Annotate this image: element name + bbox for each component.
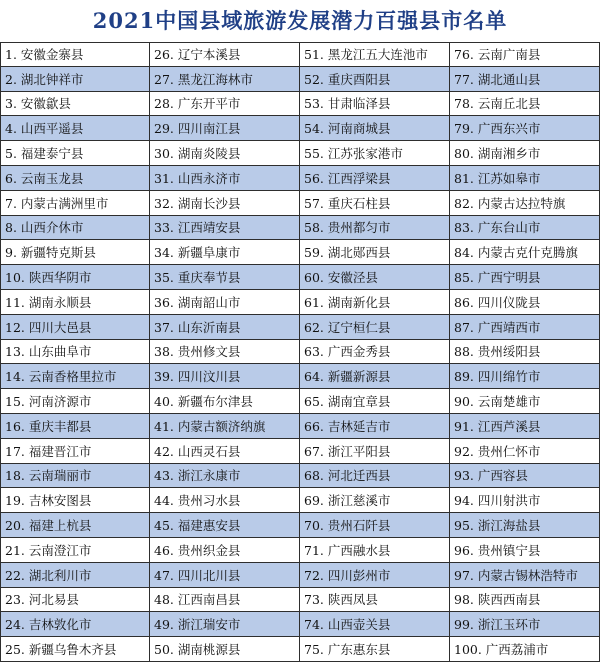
list-item: 21. 云南澄江市 bbox=[0, 538, 150, 563]
list-item: 15. 河南济源市 bbox=[0, 389, 150, 414]
list-item: 86. 四川仪陇县 bbox=[450, 290, 600, 315]
list-item: 54. 河南商城县 bbox=[300, 116, 450, 141]
list-item: 59. 湖北郧西县 bbox=[300, 240, 450, 265]
list-item: 7. 内蒙古满洲里市 bbox=[0, 191, 150, 216]
page-title: 2021中国县域旅游发展潜力百强县市名单 bbox=[92, 8, 508, 33]
list-item: 17. 福建晋江市 bbox=[0, 439, 150, 464]
list-item: 67. 浙江平阳县 bbox=[300, 439, 450, 464]
list-item: 80. 湖南湘乡市 bbox=[450, 141, 600, 166]
list-item: 49. 浙江瑞安市 bbox=[150, 612, 300, 637]
list-item: 64. 新疆新源县 bbox=[300, 364, 450, 389]
list-item: 70. 贵州石阡县 bbox=[300, 513, 450, 538]
list-item: 99. 浙江玉环市 bbox=[450, 612, 600, 637]
list-item: 18. 云南瑞丽市 bbox=[0, 464, 150, 489]
list-item: 30. 湖南炎陵县 bbox=[150, 141, 300, 166]
list-item: 93. 广西容县 bbox=[450, 464, 600, 489]
list-item: 28. 广东开平市 bbox=[150, 92, 300, 117]
list-item: 100. 广西荔浦市 bbox=[450, 637, 600, 662]
list-item: 4. 山西平遥县 bbox=[0, 116, 150, 141]
list-item: 61. 湖南新化县 bbox=[300, 290, 450, 315]
list-item: 39. 四川汶川县 bbox=[150, 364, 300, 389]
list-item: 33. 江西靖安县 bbox=[150, 216, 300, 241]
list-item: 50. 湖南桃源县 bbox=[150, 637, 300, 662]
list-item: 71. 广西融水县 bbox=[300, 538, 450, 563]
list-item: 65. 湖南宜章县 bbox=[300, 389, 450, 414]
list-item: 72. 四川彭州市 bbox=[300, 563, 450, 588]
list-item: 94. 四川射洪市 bbox=[450, 488, 600, 513]
ranking-table bbox=[0, 42, 600, 662]
list-item: 26. 辽宁本溪县 bbox=[150, 42, 300, 67]
list-item: 78. 云南丘北县 bbox=[450, 92, 600, 117]
list-item: 87. 广西靖西市 bbox=[450, 315, 600, 340]
list-item: 8. 山西介休市 bbox=[0, 216, 150, 241]
list-item: 46. 贵州织金县 bbox=[150, 538, 300, 563]
list-item: 23. 河北易县 bbox=[0, 588, 150, 613]
list-item: 90. 云南楚雄市 bbox=[450, 389, 600, 414]
list-item: 98. 陕西西南县 bbox=[450, 588, 600, 613]
list-item: 19. 吉林安图县 bbox=[0, 488, 150, 513]
list-item: 63. 广西金秀县 bbox=[300, 340, 450, 365]
list-item: 81. 江苏如皋市 bbox=[450, 166, 600, 191]
list-item: 29. 四川南江县 bbox=[150, 116, 300, 141]
list-item: 77. 湖北通山县 bbox=[450, 67, 600, 92]
list-item: 76. 云南广南县 bbox=[450, 42, 600, 67]
list-item: 96. 贵州镇宁县 bbox=[450, 538, 600, 563]
list-item: 52. 重庆酉阳县 bbox=[300, 67, 450, 92]
list-item: 84. 内蒙古克什克腾旗 bbox=[450, 240, 600, 265]
list-item: 91. 江西芦溪县 bbox=[450, 414, 600, 439]
list-item: 66. 吉林延吉市 bbox=[300, 414, 450, 439]
list-item: 57. 重庆石柱县 bbox=[300, 191, 450, 216]
list-item: 10. 陕西华阴市 bbox=[0, 265, 150, 290]
list-item: 89. 四川绵竹市 bbox=[450, 364, 600, 389]
list-item: 82. 内蒙古达拉特旗 bbox=[450, 191, 600, 216]
list-item: 24. 吉林敦化市 bbox=[0, 612, 150, 637]
list-item: 16. 重庆丰都县 bbox=[0, 414, 150, 439]
list-item: 69. 浙江慈溪市 bbox=[300, 488, 450, 513]
list-item: 37. 山东沂南县 bbox=[150, 315, 300, 340]
list-item: 58. 贵州都匀市 bbox=[300, 216, 450, 241]
list-item: 32. 湖南长沙县 bbox=[150, 191, 300, 216]
list-item: 55. 江苏张家港市 bbox=[300, 141, 450, 166]
list-item: 48. 江西南昌县 bbox=[150, 588, 300, 613]
list-item: 97. 内蒙古锡林浩特市 bbox=[450, 563, 600, 588]
list-item: 40. 新疆布尔津县 bbox=[150, 389, 300, 414]
list-item: 25. 新疆乌鲁木齐县 bbox=[0, 637, 150, 662]
list-item: 13. 山东曲阜市 bbox=[0, 340, 150, 365]
list-item: 5. 福建泰宁县 bbox=[0, 141, 150, 166]
list-item: 45. 福建惠安县 bbox=[150, 513, 300, 538]
list-item: 20. 福建上杭县 bbox=[0, 513, 150, 538]
list-item: 75. 广东惠东县 bbox=[300, 637, 450, 662]
list-item: 60. 安徽泾县 bbox=[300, 265, 450, 290]
list-item: 85. 广西宁明县 bbox=[450, 265, 600, 290]
list-item: 22. 湖北利川市 bbox=[0, 563, 150, 588]
list-item: 47. 四川北川县 bbox=[150, 563, 300, 588]
list-item: 12. 四川大邑县 bbox=[0, 315, 150, 340]
list-item: 51. 黑龙江五大连池市 bbox=[300, 42, 450, 67]
list-item: 11. 湖南永顺县 bbox=[0, 290, 150, 315]
list-item: 42. 山西灵石县 bbox=[150, 439, 300, 464]
list-item: 44. 贵州习水县 bbox=[150, 488, 300, 513]
list-item: 34. 新疆阜康市 bbox=[150, 240, 300, 265]
list-item: 9. 新疆特克斯县 bbox=[0, 240, 150, 265]
list-item: 36. 湖南韶山市 bbox=[150, 290, 300, 315]
list-item: 2. 湖北钟祥市 bbox=[0, 67, 150, 92]
list-item: 41. 内蒙古额济纳旗 bbox=[150, 414, 300, 439]
list-item: 3. 安徽歙县 bbox=[0, 92, 150, 117]
list-item: 95. 浙江海盐县 bbox=[450, 513, 600, 538]
list-item: 88. 贵州绥阳县 bbox=[450, 340, 600, 365]
list-item: 38. 贵州修文县 bbox=[150, 340, 300, 365]
list-item: 6. 云南玉龙县 bbox=[0, 166, 150, 191]
list-item: 62. 辽宁桓仁县 bbox=[300, 315, 450, 340]
list-item: 43. 浙江永康市 bbox=[150, 464, 300, 489]
list-item: 31. 山西永济市 bbox=[150, 166, 300, 191]
list-item: 1. 安徽金寨县 bbox=[0, 42, 150, 67]
list-item: 79. 广西东兴市 bbox=[450, 116, 600, 141]
list-item: 53. 甘肃临泽县 bbox=[300, 92, 450, 117]
list-item: 68. 河北迁西县 bbox=[300, 464, 450, 489]
list-item: 27. 黑龙江海林市 bbox=[150, 67, 300, 92]
list-item: 74. 山西壶关县 bbox=[300, 612, 450, 637]
list-item: 56. 江西浮梁县 bbox=[300, 166, 450, 191]
list-item: 14. 云南香格里拉市 bbox=[0, 364, 150, 389]
list-item: 73. 陕西凤县 bbox=[300, 588, 450, 613]
list-item: 92. 贵州仁怀市 bbox=[450, 439, 600, 464]
list-item: 35. 重庆奉节县 bbox=[150, 265, 300, 290]
list-item: 83. 广东台山市 bbox=[450, 216, 600, 241]
